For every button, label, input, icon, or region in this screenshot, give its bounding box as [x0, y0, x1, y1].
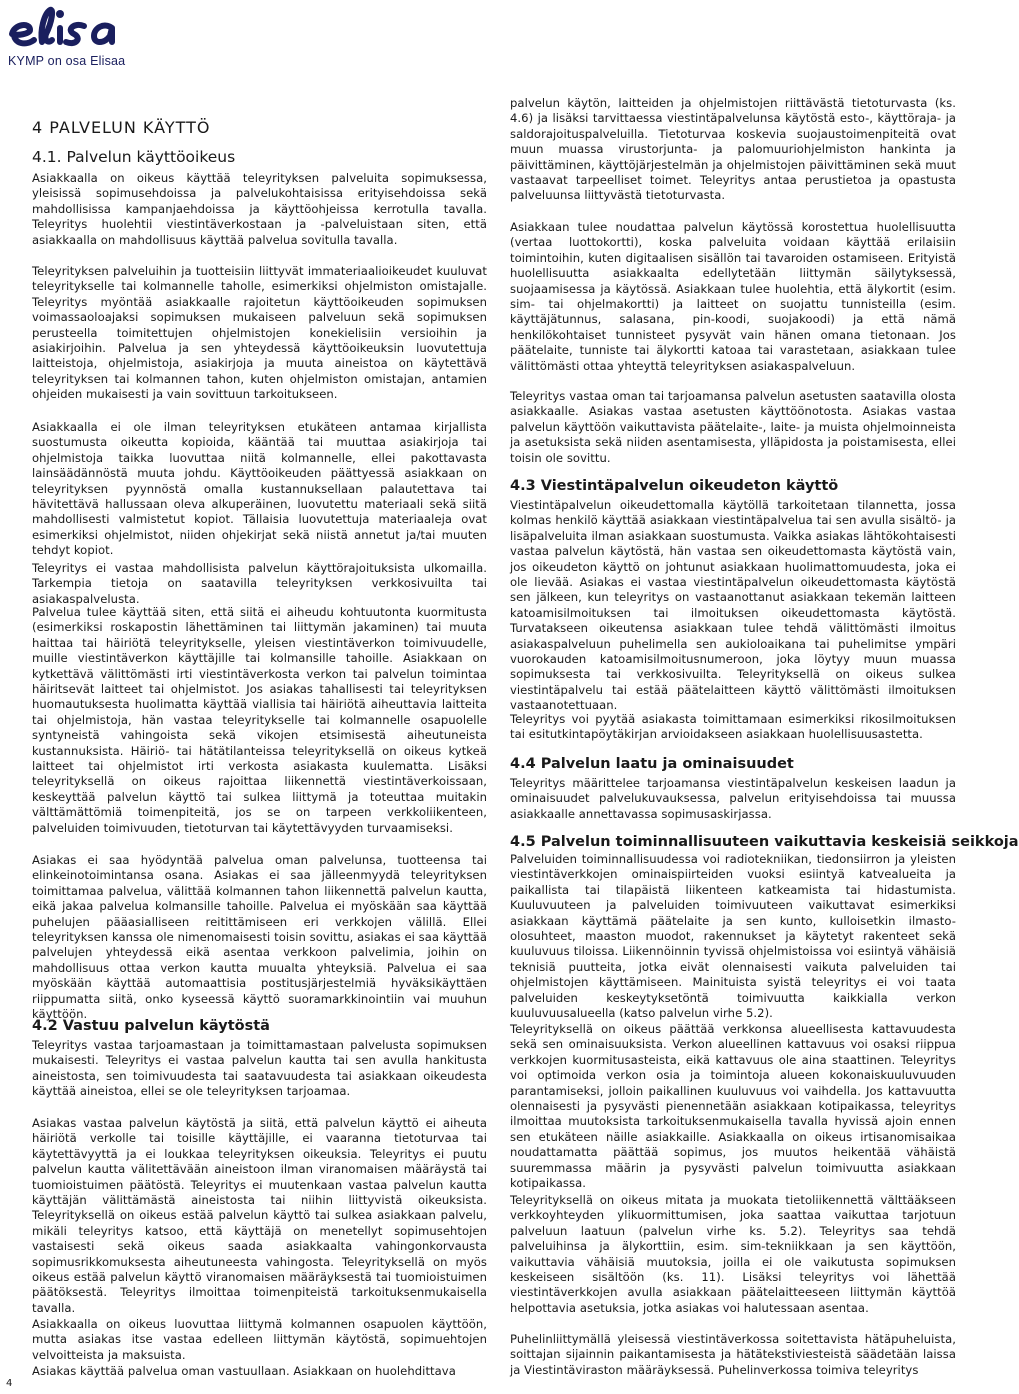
- right-paragraph-2: Asiakkaan tulee noudattaa palvelun käytössä korostettua huolellisuutta (vertaa luottokortti), koska palveluita voidaan käyttää erilaisiin toimintoihin, kuten digitaalisen sisällön tai tavaroiden ostamiseen. Erityistä huolellisuutta asiakkaalta edellytetään liittymän säilytyksessä, suojaamisessa ja käytössä. Asiakkaan tulee huolehtia, että älykortit (esim. sim- tai ohjelmakortti) ja laitteet on suojattu tunnisteilla (esim. käyttäjätunnus, salasana, pin-koodi, suojakoodi) ja että nämä henkilökohtaiset tunnisteet pysyvät vain hänen omana tietonaan. Jos päätelaite, tunniste tai älykortti katoaa tai varastetaan, asiakkaan tulee välittömästi ottaa yhteyttä teleyrityksen asiakaspalveluun.: [510, 220, 956, 373]
- right-paragraph-1: palvelun käytön, laitteiden ja ohjelmistojen riittävästä tietoturvasta (ks. 4.6) ja lisäksi tarvittaessa viestintäpalvelunsa käytöstä esto-, käyttöraja- ja saldorajoituspalveluilla. Tietoturvaa koskevia suojaustoimenpiteitä ovat muun muassa virustorjunta- ja palomuuriohjelmiston hankinta ja päivittäminen, käyttöjärjestelmän ja ohjelmistojen päivittäminen sekä muut vastaavat tarpeelliset toimet. Teleyritys antaa perustietoa ja opastusta palveluunsa liittyvästä tietoturvasta.: [510, 96, 956, 203]
- left-paragraph-1: Asiakkaalla on oikeus käyttää teleyrityksen palveluita sopimuksessa, yleisissä sopimusehdoissa ja palvelukohtaisissa erityisehdoissa sekä mahdollisissa kampanjaehdoissa ja käyttöohjeissa kerrotulla tavalla. Teleyritys huolehtii viestintäverkostaan ja -palveluistaan siten, että asiakkaalla on mahdollisuus käyttää palvelua sovitulla tavalla.: [32, 171, 487, 247]
- heading-4-5: 4.5 Palvelun toiminnallisuuteen vaikuttavia keskeisiä seikkoja: [510, 834, 1019, 850]
- left-paragraph-9: Asiakkaalla on oikeus luovuttaa liittymä kolmannen osapuolen käyttöön, mutta asiakas itse vastaa edelleen liittymän käytöstä, sopimuehtojen velvoitteista ja maksuista.: [32, 1317, 487, 1362]
- left-paragraph-8: Asiakas vastaa palvelun käytöstä ja siitä, että palvelun käyttö ei aiheuta häiriötä verkolle tai toisille käyttäjille, ei vaaranna tietoturvaa tai käytettävyyttä ja ei loukkaa teleyrityksen oikeuksia. Teleyritys ei puutu palvelun kautta välitettävään aineistoon ilman viranomaisen määräystä tai tuomioistuimen päätöstä. Teleyritys ei muutenkaan vastaa palvelun kautta käyttäjän välittämästä aineistosta tai niihin liittyvistä oikeuksista. Teleyrityksellä on oikeus estää palvelun käyttö tai sulkea asiakkaan palvelu, mikäli teleyritys katsoo, että käyttäjä on menetellyt sopimusehtojen vastaisesti sekä oikeus saada asiakkaalta vahingonkorvausta sopimusrikkomuksesta aiheutuneesta vahingosta. Teleyrityksellä on myös oikeus estää palvelun käyttö viranomaisen määräyksestä tai tuomioistuimen päätöksestä. Teleyritys ilmoittaa toimenpiteistä tarkoituksenmukaisella tavalla.: [32, 1116, 487, 1315]
- right-paragraph-7: Palveluiden toiminnallisuudessa voi radiotekniikan, tiedonsiirron ja yleisten viestintäverkkojen ominaispiirteiden vuoksi esiintyä katvealueita ja paikallista tai tilapäistä liikenteen katkeamista tai hidastumista. Kuuluvuuteen ja palveluiden toimivuuteen vaikuttavat esimerkiksi asiakkaan käyttämä päätelaite ja sen kunto, kulloisetkin ilmasto-olosuhteet, maaston muodot, rakennukset ja käytetyt rakenteet sekä kuuluvuus tiloissa. Liikennöinnin tyvissä ohjelmistoissa voi esiintyä vähäisiä teknisiä puutteita, jotka eivät olennaisesti vaikuta palveluiden tai ohjelmistojen käyttämiseen. Mainituista syistä teleyritys ei voi taata palveluiden keskeytyksetöntä toimivuutta kaikkialla verkon kuuluvuusalueella (katso palvelun virhe 5.2).: [510, 852, 956, 1021]
- left-paragraph-4: Teleyritys ei vastaa mahdollisista palvelun käyttörajoituksista ulkomailla. Tarkempia tietoja on saatavilla teleyrityksen verkkosivuilta tai asiakaspalvelusta.: [32, 561, 487, 606]
- heading-4-4: 4.4 Palvelun laatu ja ominaisuudet: [510, 756, 794, 772]
- heading-4-3: 4.3 Viestintäpalvelun oikeudeton käyttö: [510, 478, 839, 494]
- right-paragraph-5: Teleyritys voi pyytää asiakasta toimittamaan esimerkiksi rikosilmoituksen tai esitutkintapöytäkirjan arvioidakseen asiakkaan huolellisuusastetta.: [510, 712, 956, 742]
- right-paragraph-8: Teleyrityksellä on oikeus päättää verkkonsa alueellisesta kattavuudesta sekä sen ominaisuuksista. Verkon alueellinen kattavuus voi osaksi riippua verkkojen kuormitusasteista, eikä kattavuus ole aina staattinen. Teleyritys voi optimoida verkon osia ja toimintoja alueen kokonaiskuuluvuuden parantamiseksi, jolloin paikallinen kuuluvuus voi vaihdella. Jos kattavuutta olennaisesti ja pysyvästi pienennetään asiakkaan kotipaikassa, teleyritys ilmoittaa muutoksista tarkoituksenmukaisella tavalla hyvissä ajoin ennen sen etukäteen näille asiakkaille. Asiakkaalla on oikeus irtisanomisaikaa noudattamatta päättää sopimus, jos muutos heikentää vähäistä suuremmassa määrin ja pysyvästi palvelun toimivuutta asiakkaan kotipaikassa.: [510, 1022, 956, 1191]
- left-paragraph-5: Palvelua tulee käyttää siten, että siitä ei aiheudu kohtuutonta kuormitusta (esimerkiksi roskapostin lähettäminen tai liittymän jakaminen) tai muuta haittaa tai häiriötä teleyritykselle, yleisen viestintäverkon toimivuudelle, muille viestintäverkon käyttäjille tai kolmansille tahoille. Asiakkaan on kytkettävä välittömästi irti viestintäverkosta verkon tai palvelun toimintaa häiritsevät laitteet tai ohjelmistot. Jos asiakas tahallisesti tai teleyrityksen huomautuksesta huolimatta käyttää viallisia tai häiriötä aiheuttavia laitteita tai ohjelmistoja, hän vastaa teleyritykselle tai kolmannelle osapuolelle syntyneistä vahingoista sekä vikojen etsimisestä aiheutuneista kustannuksista. Häiriö- tai hätätilanteissa teleyrityksellä on oikeus kytkeä laitteet tai ohjelmistot irti verkosta asiakasta kuulematta. Lisäksi teleyrityksellä on oikeus rajoittaa liikennettä viestintäverkoissaan, keskeyttää palvelun käyttö tai sulkea liittymä ja toteuttaa muitakin välttämättömiä toimenpiteitä, jos se on tarpeen verkkoliikenteen, palveluiden toimivuuden, tietoturvan tai käytettävyyden turvaamiseksi.: [32, 605, 487, 835]
- right-paragraph-9: Teleyrityksellä on oikeus mitata ja muokata tietoliikennettä välttääkseen verkkoyhteyden ylikuormittumisen, joka saattaa vaikuttaa tarjotuun palveluun laatuun (palvelun virhe ks. 5.2). Teleyritys saa tehdä palveluihinsa ja älykorttiin, esim. sim-tekniikkaan ja sen käyttöön, vaikuttavia vähäisiä muutoksia, joilla ei ole vaikutusta sopimuksen keskeiseen sisältöön (ks. 11). Lisäksi teleyritys voi lähettää viestintäverkkojen avulla asiakkaan päätelaitteeseen liittymän käyttöä helpottavia asetuksia, jotka asiakas voi halutessaan asentaa.: [510, 1193, 956, 1315]
- page-number: 4: [6, 1378, 13, 1389]
- right-paragraph-6: Teleyritys määrittelee tarjoamansa viestintäpalvelun keskeisen laadun ja ominaisuudet palvelukuvauksessa, palvelun erityisehdoissa tai muussa asiakkaalle annettavassa sopimusaskirjassa.: [510, 776, 956, 821]
- left-paragraph-6: Asiakas ei saa hyödyntää palvelua oman palvelunsa, tuotteensa tai elinkeinotoimintansa osana. Asiakas ei saa jälleenmyydä teleyrityksen toimittamaa palvelua, välittää kolmannen tahon liikennettä palvelun kautta, eikä jakaa palvelua kolmansille tahoille. Palvelua ei myöskään saa käyttää puhelujen pääasialliseen reitittämiseen eri verkkojen välillä. Ellei teleyrityksen kanssa ole nimenomaisesti toisin sovittu, asiakas ei saa käyttää palvelujen yhteydessä eikä asentaa verkkoon palvelimia, joihin on mahdollisuus ottaa verkon kautta muualta yhteyksiä. Palvelua ei saa myöskään käyttää automaattisia postitusjärjestelmiä hyväksikäyttäen riippumatta siitä, onko kyseessä käyttö suoramarkkinointiin vai muuhun käyttöön.: [32, 853, 487, 1022]
- logo-subtitle: KYMP on osa Elisaa: [8, 54, 126, 68]
- elisa-logo: [8, 4, 138, 68]
- chapter-title: 4 PALVELUN KÄYTTÖ: [32, 118, 211, 137]
- right-paragraph-10: Puhelinliittymällä yleisessä viestintäverkossa soitettavista hätäpuheluista, soittajan sijainnin paikantamisesta ja hätätekstiviesteistä säädetään laissa ja Viestintäviraston määräyksessä. Puhelinverkossa toimiva teleyritys: [510, 1332, 956, 1377]
- left-paragraph-3: Asiakkaalla ei ole ilman teleyrityksen etukäteen antamaa kirjallista suostumusta oikeutta kopioida, kääntää tai muuttaa asiakirjoja tai ohjelmistoja taikka luovuttaa niitä kolmannelle, ellei pakottavasta lainsäädännöstä muuta johdu. Käyttöoikeuden päättyessä asiakkaan on teleyrityksen pyynnöstä omalla kustannuksellaan palautettava tai hävitettävä hallussaan oleva alkuperäinen, luovutettu materiaali sekä siitä mahdollisesti valmistetut kopiot. Tällaisia luovutettuja materiaaleja ovat esimerkiksi ohjelmistot, niiden ohjekirjat sekä niistä annetut ja/tai muuten tehdyt kopiot.: [32, 420, 487, 558]
- right-paragraph-4: Viestintäpalvelun oikeudettomalla käytöllä tarkoitetaan tilannetta, jossa kolmas henkilö käyttää asiakkaan viestintäpalvelua tai sen avulla sisältö- ja lisäpalveluita ilman asiakkaan suostumusta. Vaikka asiakas lähtökohtaisesti vastaa palvelun käytöstä, hän vastaa sen oikeudettomasta käytöstä vain, jos oikeudeton käyttö on johtunut asiakkaan huolimattomuudesta, joka ei ole lievää. Asiakas ei vastaa viestintäpalvelun oikeudettomasta käytöstä sen jälkeen, kun teleyritys on vastaanottanut asiakkaan tekemän laitteen katoamisilmoituksen tai ilmoituksen oikeudettomasta käytöstä. Turvatakseen oikeutensa asiakkaan tulee tehdä välittömästi ilmoitus asiakaspalveluun puhelimella sen aukioloaikana tai puhelimitse ympäri vuorokauden katoamisilmoitusnumeroon, joka löytyy muun muassa sopimuksesta tai verkkosivuilta. Teleyrityksellä on oikeus sulkea viestintäpalvelu tai estää päätelaitteen käyttö välittömästi ilmoituksen vastaanotettuaan.: [510, 498, 956, 713]
- left-paragraph-2: Teleyrityksen palveluihin ja tuotteisiin liittyvät immateriaalioikeudet kuuluvat teleyritykselle tai kolmannelle taholle, esimerkiksi ohjelmiston omistajalle. Teleyritys myöntää asiakkaalle rajoitetun käyttöoikeuden sopimuksen voimassaoloajaksi sopimuksen mukaiseen palveluun sekä sopimuksen perusteella toimitettujen ohjelmistojen konekielisiin versioihin ja asiakirjoihin. Palvelua ja sen yhteydessä käyttöoikeuksin luovutettuja laitteistoja, ohjelmistoja, asiakirjoja ja muuta aineistoa on käytettävä teleyrityksen tai kolmannen tahon, kuten ohjelmiston omistajan, antamien ohjeiden mukaisesti ja vain sovittuun tarkoitukseen.: [32, 264, 487, 402]
- left-paragraph-7: Teleyritys vastaa tarjoamastaan ja toimittamastaan palvelusta sopimuksen mukaisesti. Teleyritys ei vastaa palvelun kautta tai sen avulla hankitusta aineistosta, sen toimivuudesta tai saatavuudesta tai asiakkaan oikeudesta käyttää aineistoa, ellei se ole teleyrityksen tarjoamaa.: [32, 1038, 487, 1099]
- left-paragraph-10: Asiakas käyttää palvelua oman vastuullaan. Asiakkaan on huolehdittava: [32, 1364, 456, 1378]
- section-title-4-1: 4.1. Palvelun käyttöoikeus: [32, 148, 236, 166]
- heading-4-2: 4.2 Vastuu palvelun käytöstä: [32, 1018, 270, 1034]
- elisa-wordmark: [8, 4, 120, 52]
- right-paragraph-3: Teleyritys vastaa oman tai tarjoamansa palvelun asetusten saatavilla olosta asiakkaalle. Asiakas vastaa asetusten käyttöönotosta. Asiakas vastaa palvelun käyttöön vaikuttavista päätelaite-, laite- ja muista ohjelmoinneista ja asetuksista sekä niiden asentamisesta, ylläpidosta ja poistamisesta, ellei toisin ole sovittu.: [510, 389, 956, 465]
